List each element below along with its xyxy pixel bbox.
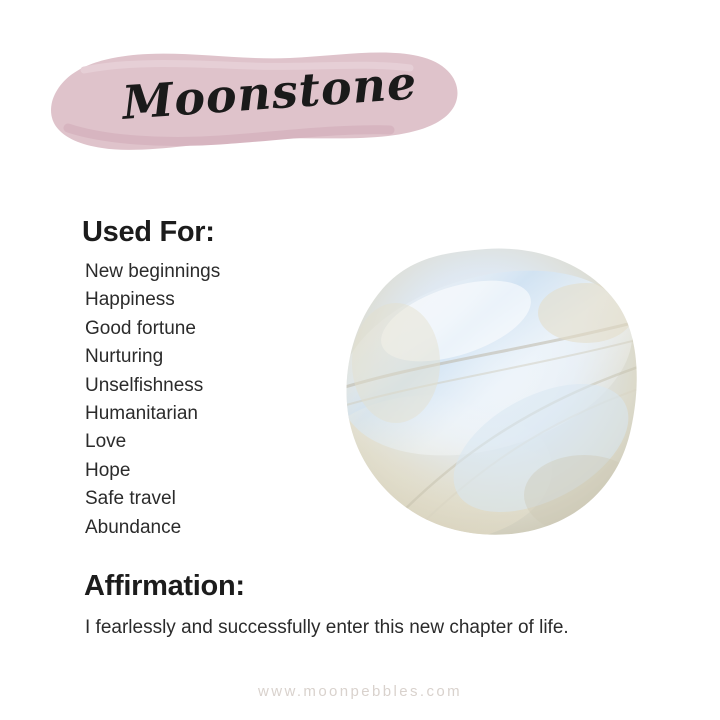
used-for-heading: Used For: [82, 216, 215, 248]
list-item: Abundance [85, 516, 182, 538]
list-item: Happiness [85, 289, 175, 311]
moonstone-shape-icon [336, 243, 646, 539]
list-item: Safe travel [85, 488, 176, 510]
list-item: Love [85, 431, 127, 453]
affirmation-heading: Affirmation: [84, 570, 245, 602]
list-item: Hope [85, 459, 131, 481]
list-item: Humanitarian [85, 403, 198, 425]
moonstone-photo [336, 243, 646, 543]
page-title: Moonstone [120, 55, 419, 130]
list-item: New beginnings [85, 261, 221, 282]
list-item: Good fortune [85, 317, 196, 339]
list-item: Unselfishness [85, 374, 204, 396]
affirmation-text: I fearlessly and successfully enter this new chapter of life. [85, 617, 569, 638]
list-item: Nurturing [85, 346, 164, 368]
footer-url[interactable]: www.moonpebbles.com [257, 683, 462, 700]
title-banner [44, 40, 464, 160]
